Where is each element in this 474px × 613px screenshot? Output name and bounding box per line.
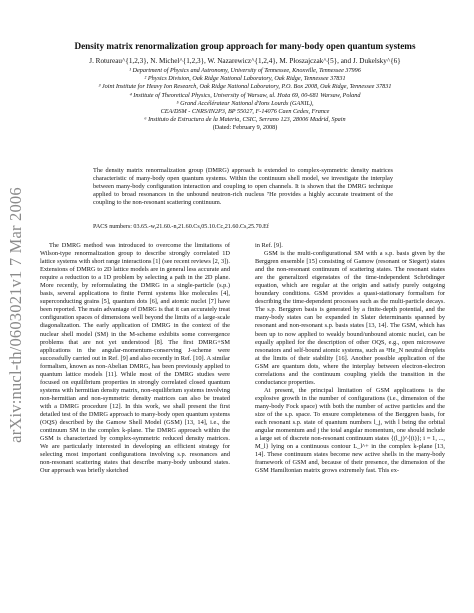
arxiv-id-text: arXiv:nucl-th/0603021v1 7 Mar 2006 [6,187,26,443]
left-column [40,242,230,475]
affiliation-4: ⁴ Institute of Theoretical Physics, University of Warsaw, ul. Hoża 69, 00-681 Warsaw, Poland [129,91,361,99]
paper-header [40,40,450,133]
affiliation-6: ⁶ Instituto de Estructura de la Materia, CSIC, Serrano 123, 28006 Madrid, Spain [144,116,346,124]
author-list: J. Rotureau^{1,2,3}, N. Michel^{1,2,3}, W. Nazarewicz^{1,2,4}, M. Płoszajczak^{5}, and J. Dukelsky^{6} [89,57,401,65]
right-paragraph-2: GSM is the multi-configurational SM with a s.p. basis given by the Berggren ensemble [15] consisting of Gamow (resonant or Siegert) states and the non-resonant continuum of scattering states. The resonant states are the generalized eigenstates of the time-independent Schrödinger equation, which are regular at the origin and satisfy purely outgoing boundary conditions. GSM provides a quasi-stationary formalism for describing the time-dependent processes such as the multi-particle decays. The s.p. Berggren basis is generated by a finite-depth potential, and the many-body states can be expanded in Slater determinants spanned by resonant and non-resonant s.p. basis states [13, 14]. The GSM, which has been up to now applied to weakly bound/unbound atomic nuclei, can be equally applied for the description of other OQS, e.g., open microwave resonators and self-bound atomic systems, such as ³He_N neutral droplets at the limits of their stability [16]. Another possible application of the GSM are quantum dots, where the interplay between electron-electron correlations and the continuum coupling yields the transition in the conductance properties. [255,250,445,386]
affiliation-2: ² Physics Division, Oak Ridge National Laboratory, Oak Ridge, Tennessee 37831 [144,75,346,83]
right-column [255,242,445,475]
right-paragraph-1: in Ref. [9]. [255,242,283,249]
affiliation-5-cont: CEA/DSM - CNRS/IN2P3, BP 55027, F-14076 Caen Cedex, France [160,108,330,116]
affiliation-5: ⁵ Grand Accélérateur National d'Ions Lourds (GANIL), [176,99,314,107]
abstract: The density matrix renormalization group (DMRG) approach is extended to complex-symmetric density matrices characteristic of many-body open quantum systems. Within the continuum shell model, we investigate the interplay between many-body configuration interaction and coupling to open channels. It is shown that the DMRG technique applied to broad resonances in the unbound neutron-rich nucleus ⁷He provides a highly accurate treatment of the coupling to the non-resonant scattering continuum. [93,167,393,207]
affiliation-3: ³ Joint Institute for Heavy Ion Research, Oak Ridge National Laboratory, P.O. Box 2008, Oak Ridge, Tennessee 37831 [98,83,392,91]
pacs-numbers: PACS numbers: 03.65.-w,21.60.-n,21.60.Cs,05.10.Cc,21.60.Cs,25.70.Ef [93,224,269,230]
affiliation-1: ¹ Department of Physics and Astronomy, University of Tennessee, Knoxville, Tennessee 37996 [129,67,361,74]
paper-title: Density matrix renormalization group approach for many-body open quantum systems [74,41,416,51]
left-paragraph-1: The DMRG method was introduced to overcome the limitations of Wilson-type renormalization group to describe strongly correlated 1D lattice systems with short range interactions [1] (see recent reviews [2, 3]). Extensions of DMRG to 2D lattice models are in general less accurate and require a reduction to a 1D problem by selecting a path in the 2D plane. More recently, by reformulating the DMRG in a single-particle (s.p.) basis, several applications to finite Fermi systems like molecules [4], superconducting grains [5], quantum dots [6], and atomic nuclei [7] have been reported. The main advantage of DMRG is that it can accurately treat configuration spaces of dimensions well beyond the limits of a large-scale diagonalization. The early application of DMRG in the context of the nuclear shell model (SM) in the M-scheme exhibits some convergence problems that are not yet understood [8]. The first DMRG+SM applications in the angular-momentum-conserving J-scheme were successfully carried out in Ref. [9] and also recently in Ref. [10]. A similar formalism, known as non-Abelian DMRG, has been previously applied to quantum lattice models [11]. While most of the DMRG studies were focused on equilibrium properties in strongly correlated closed quantum systems with hermitian density matrix, non-equilibrium systems involving non-hermitian and non-symmetric density matrices can also be treated with a DMRG procedure [12]. In this work, we shall present the first detailed test of the DMRG approach to many-body open quantum systems (OQS) described by the Gamow Shell Model (GSM) [13, 14], i.e., the continuum SM in the complex k-plane. The DMRG approach within the GSM is characterized by complex-symmetric reduced density matrices. We are particularly interested in developing an efficient strategy for selecting most important configurations involving s.p. resonances and non-resonant scattering states that describe many-body unbound states. Our approach was briefly sketched [40,242,230,475]
arxiv-identifier-stamp [2,150,30,480]
dated-line: (Dated: February 9, 2008) [212,124,278,132]
right-paragraph-3: At present, the principal limitation of GSM applications is the explosive growth in the number of configurations (i.e., dimension of the many-body Fock space) with both the number of active particles and the size of the s.p. space. To ensure completeness of the Berggren basis, for each resonant s.p. state of quantum numbers l_j, with l being the orbital angular momentum and j the total angular momentum, one should include a large set of discrete non-resonant continuum states {(l_j)^{(i)}; i = 1, ..., M_l} lying on a continuous contour L_l^+ in the complex k-plane [13, 14]. These continuum states become new active shells in the many-body framework of GSM and, because of their presence, the dimension of the GSM Hamiltonian matrix grows extremely fast. This ex- [255,386,445,475]
